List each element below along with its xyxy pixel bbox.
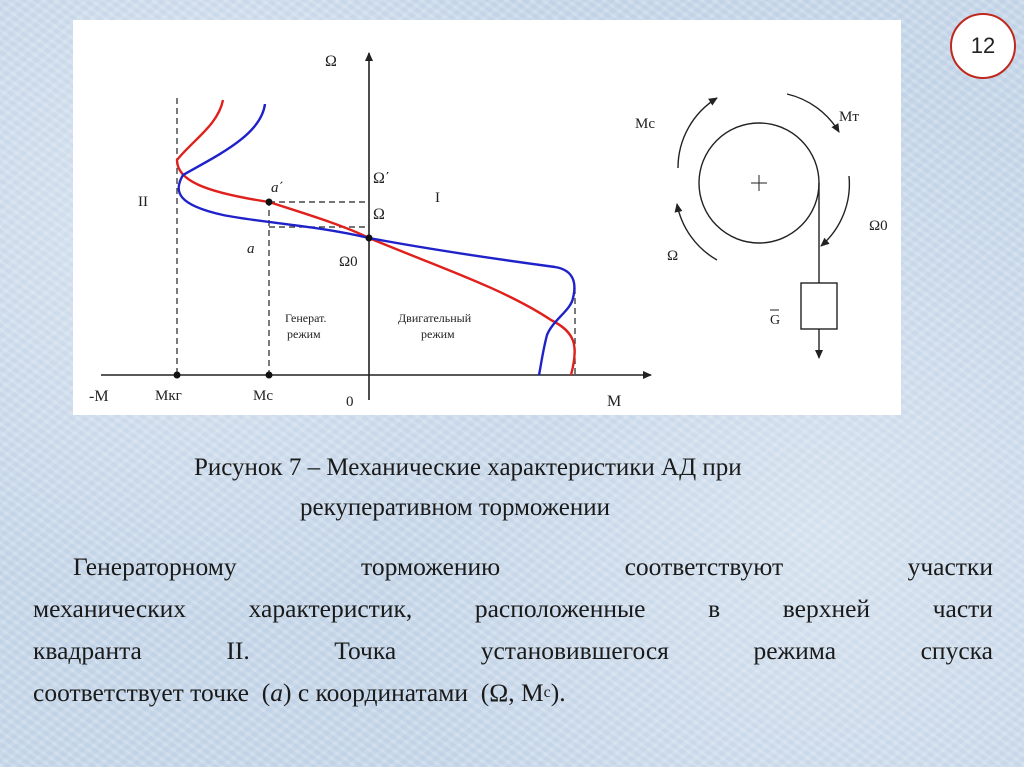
m-axis-label: М bbox=[607, 393, 622, 410]
line4-text2: с координатами bbox=[297, 678, 469, 707]
mt-arrow bbox=[787, 94, 839, 132]
line4-close: ). bbox=[550, 678, 566, 707]
point-mkg bbox=[174, 372, 181, 379]
line4-sub: с bbox=[543, 684, 551, 701]
load-block bbox=[801, 283, 837, 329]
word: режима bbox=[753, 636, 837, 665]
motor-mode-label-2: режим bbox=[421, 327, 455, 341]
generator-mode-label-1: Генерат. bbox=[285, 311, 327, 325]
paragraph-line-4: соответствует точке ( a ) с координатами (Ω, М с ). bbox=[33, 672, 993, 714]
load-g-label: G bbox=[770, 313, 781, 328]
caption-line-2: рекуперативном торможении bbox=[300, 494, 610, 521]
drum-omega-label: Ω bbox=[667, 248, 679, 264]
word: квадранта bbox=[33, 636, 142, 665]
generator-mode-label-2: режим bbox=[287, 327, 321, 341]
word: Точка bbox=[334, 636, 397, 665]
word: верхней bbox=[782, 594, 871, 623]
blue-characteristic-curve bbox=[179, 104, 575, 375]
mechanical-characteristics-diagram bbox=[73, 20, 901, 415]
mc-axis-label: Мс bbox=[253, 388, 273, 404]
a-label: a bbox=[247, 241, 255, 257]
line4-coords: (Ω, М bbox=[480, 678, 544, 707]
quadrant-ii-label: II bbox=[138, 194, 148, 210]
word: Генераторному bbox=[73, 552, 237, 581]
caption-line-1: Рисунок 7 – Механические характеристики АД при bbox=[194, 454, 742, 481]
drum-mt-label: Мт bbox=[839, 109, 859, 125]
page-number: 12 bbox=[970, 33, 996, 58]
word: в bbox=[708, 594, 721, 623]
line4-text: соответствует точке bbox=[33, 678, 249, 707]
line4-a: a bbox=[270, 678, 283, 707]
word: расположенные bbox=[474, 594, 646, 623]
origin-label: 0 bbox=[346, 394, 354, 410]
word: установившегося bbox=[480, 636, 669, 665]
page-number-badge bbox=[950, 13, 1016, 79]
omega-label: Ω bbox=[373, 206, 385, 223]
omega0-arrow bbox=[821, 176, 849, 246]
minus-m-label: -М bbox=[89, 388, 109, 405]
mc-arrow bbox=[678, 98, 717, 168]
omega-axis-label: Ω bbox=[325, 53, 337, 70]
omega-prime-label: Ω΄ bbox=[373, 170, 391, 187]
figure-panel bbox=[73, 20, 901, 415]
point-mc bbox=[266, 372, 273, 379]
omega-arrow bbox=[677, 204, 717, 260]
paragraph-line-1 bbox=[33, 546, 993, 588]
red-characteristic-curve bbox=[177, 100, 575, 375]
a-prime-label: a΄ bbox=[271, 180, 284, 196]
point-a-prime bbox=[266, 199, 273, 206]
word: участки bbox=[907, 552, 993, 581]
word: торможению bbox=[361, 552, 501, 581]
paragraph-line-2 bbox=[33, 588, 993, 630]
quadrant-i-label: I bbox=[435, 190, 440, 206]
drum-omega0-label: Ω0 bbox=[869, 218, 888, 234]
point-omega0 bbox=[366, 235, 373, 242]
word: части bbox=[932, 594, 993, 623]
word: соответствуют bbox=[624, 552, 784, 581]
word: спуска bbox=[920, 636, 993, 665]
motor-mode-label-1: Двигательный bbox=[398, 311, 472, 325]
drum-mc-label: Мс bbox=[635, 116, 655, 132]
word: механических bbox=[33, 594, 187, 623]
word: характеристик, bbox=[248, 594, 413, 623]
body-paragraph bbox=[33, 546, 993, 714]
paragraph-line-3 bbox=[33, 630, 993, 672]
omega0-label: Ω0 bbox=[339, 254, 358, 270]
mkg-label: Мкг bbox=[155, 388, 182, 404]
word: II. bbox=[226, 636, 250, 665]
